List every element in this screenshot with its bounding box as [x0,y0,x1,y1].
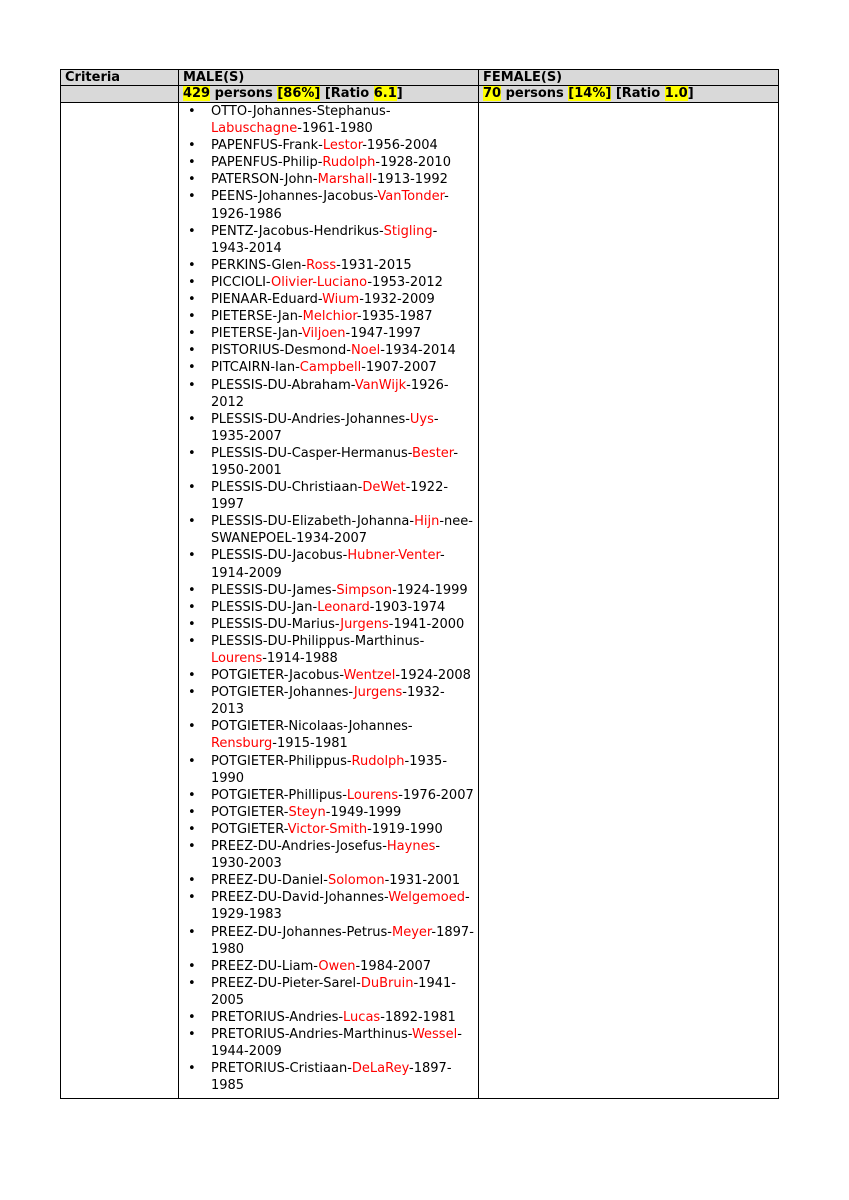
male-ratio-close: ] [396,86,403,101]
names-row [61,103,779,1099]
name-middle: Olivier-Luciano [270,274,368,290]
list-item [211,325,474,342]
list-item [211,377,474,411]
name-middle: Wentzel [343,668,396,684]
name-prefix: POTGIETER-Johannes- [210,685,354,701]
name-middle: VanWijk [354,377,407,393]
name-prefix: PLESSIS-DU-Abraham- [210,377,355,393]
name-prefix: PREEZ-DU-Pieter-Sarel- [210,975,361,991]
name-middle: Labuschagne [210,121,298,137]
name-prefix: POTGIETER-Philippus- [210,753,352,769]
name-prefix: PENTZ-Jacobus-Hendrikus- [210,223,384,239]
name-prefix: OTTO-Johannes-Stephanus- [210,104,391,119]
name-suffix: -1930-2003 [210,839,441,872]
name-prefix: PREEZ-DU-Liam- [210,958,319,974]
name-middle: VanTonder [377,189,445,205]
name-middle: DeLaRey [351,1061,410,1077]
name-suffix: -1892-1981 [380,1009,456,1025]
name-prefix: PRETORIUS-Andries- [210,1009,344,1025]
list-item [211,1060,474,1094]
list-item [211,718,474,752]
list-item [211,633,474,667]
name-prefix: POTGIETER-Jacobus- [210,668,344,684]
male-persons-label: persons [210,86,278,101]
name-prefix: PAPENFUS-Philip- [210,155,323,171]
male-names-list [183,103,474,1094]
name-middle: Meyer [392,924,432,940]
list-item [211,872,474,889]
list-item [211,479,474,513]
list-item [211,171,474,188]
name-prefix: PERKINS-Glen- [210,257,307,273]
name-suffix: -nee-SWANEPOEL-1934-2007 [210,514,473,547]
name-suffix: -1984-2007 [355,958,432,974]
name-prefix: PREEZ-DU-Daniel- [210,873,328,889]
name-middle: Bester [412,445,454,461]
name-middle: DeWet [362,480,406,496]
name-middle: Rensburg [210,736,273,752]
name-suffix: -1953-2012 [367,274,443,290]
name-middle: Stigling [383,223,433,239]
name-middle: Haynes [386,839,436,855]
name-middle: Rudolph [351,753,405,769]
name-prefix: PREEZ-DU-David-Johannes- [210,890,389,906]
gender-ratio-table [60,69,779,1099]
name-prefix: PLESSIS-DU-Marius- [210,616,341,632]
list-item [211,223,474,257]
summary-criteria-cell [61,86,179,103]
list-item [211,103,474,137]
name-prefix: POTGIETER- [210,804,289,820]
list-item [211,804,474,821]
name-prefix: PAPENFUS-Frank- [210,138,323,154]
list-item [211,257,474,274]
name-middle: Simpson [336,582,393,598]
list-item [211,445,474,479]
name-suffix: -1941-2005 [210,975,456,1008]
female-ratio-close: ] [687,86,694,101]
female-names-cell [478,103,778,1099]
name-middle: Lucas [343,1009,381,1025]
name-prefix: PLESSIS-DU-Philippus-Marthinus- [210,633,425,649]
list-item [211,975,474,1009]
male-summary [178,86,478,103]
female-persons-label: persons [501,86,569,101]
list-item [211,753,474,787]
name-middle: Hubner-Venter [347,548,440,564]
name-suffix: -1931-2001 [384,873,461,889]
name-prefix: PICCIOLI- [210,274,271,290]
male-names-cell [178,103,478,1099]
name-middle: Jurgens [340,616,389,632]
list-item [211,188,474,222]
name-middle: Jurgens [353,685,403,701]
name-middle: Lestor [322,138,363,154]
name-middle: Ross [306,257,337,273]
name-prefix: PLESSIS-DU-Jan- [210,599,318,615]
name-suffix: -1935-1990 [210,753,448,786]
name-suffix: -1907-2007 [361,360,437,376]
header-row [61,70,779,86]
name-middle: Campbell [299,360,362,376]
list-item [211,684,474,718]
name-suffix: -1934-2014 [380,343,456,359]
name-prefix: PLESSIS-DU-Andries-Johannes- [210,411,410,427]
name-suffix: -1924-1999 [392,582,468,598]
list-item [211,958,474,975]
name-suffix: -1932-2009 [359,292,435,308]
name-prefix: POTGIETER-Nicolaas-Johannes- [210,719,413,735]
male-ratio-label: [Ratio [320,86,374,101]
name-suffix: -1932-2013 [210,685,445,718]
name-middle: Steyn [288,804,326,820]
list-item [211,599,474,616]
name-suffix: -1928-2010 [375,155,451,171]
name-middle: Uys [409,411,434,427]
name-middle: Owen [318,958,356,974]
name-suffix: -1914-1988 [262,651,338,666]
name-prefix: PLESSIS-DU-Elizabeth-Johanna- [210,514,415,530]
list-item [211,308,474,325]
name-prefix: PISTORIUS-Desmond- [210,343,351,359]
name-prefix: PLESSIS-DU-James- [210,582,337,598]
female-ratio-label: [Ratio [611,86,665,101]
name-suffix: -1929-1983 [210,890,470,923]
list-item [211,154,474,171]
name-prefix: PATERSON-John- [210,172,318,188]
name-suffix: -1941-2000 [388,616,465,632]
name-suffix: -1926-1986 [210,189,449,222]
name-suffix: -1943-2014 [210,223,438,256]
name-middle: Noel [350,343,381,359]
male-count: 429 [182,86,211,101]
female-summary [478,86,778,103]
list-item [211,342,474,359]
male-header: MALE(S) [178,70,478,86]
name-suffix: -1913-1992 [372,172,448,188]
list-item [211,547,474,581]
name-prefix: PLESSIS-DU-Casper-Hermanus- [210,445,412,461]
name-prefix: PLESSIS-DU-Christiaan- [210,480,363,496]
name-suffix: -1961-1980 [297,121,373,137]
name-suffix: -1931-2015 [336,257,412,273]
name-prefix: PREEZ-DU-Johannes-Petrus- [210,924,392,940]
list-item [211,137,474,154]
name-suffix: -1976-2007 [398,787,474,803]
name-prefix: PEENS-Johannes-Jacobus- [210,189,378,205]
female-percent: [14%] [568,86,612,101]
name-suffix: -1922-1997 [210,480,449,513]
name-middle: Viljoen [301,326,346,342]
name-suffix: -1935-2007 [210,411,439,444]
name-suffix: -1897-1980 [210,924,474,957]
list-item [211,821,474,838]
list-item [211,787,474,804]
list-item [211,1009,474,1026]
name-middle: DuBruin [360,975,414,991]
name-prefix: PLESSIS-DU-Jacobus- [210,548,348,564]
list-item [211,1026,474,1060]
summary-row [61,86,779,103]
name-middle: Wessel [411,1027,458,1043]
name-suffix: -1935-1987 [356,309,433,325]
name-suffix: -1903-1974 [369,599,446,615]
list-item [211,838,474,872]
name-suffix: -1915-1981 [272,736,348,752]
name-suffix: -1919-1990 [367,821,443,837]
female-header: FEMALE(S) [478,70,778,86]
name-middle: Lourens [210,651,263,666]
name-suffix: -1947-1997 [345,326,422,342]
name-middle: Wium [322,292,360,308]
name-suffix: -1926-2012 [210,377,449,410]
name-middle: Victor-Smith [287,821,368,837]
name-prefix: POTGIETER-Phillipus- [210,787,347,803]
criteria-cell [61,103,179,1099]
name-middle: Lourens [346,787,399,803]
list-item [211,291,474,308]
name-prefix: PIETERSE-Jan- [210,309,303,325]
male-ratio: 6.1 [373,86,397,101]
name-suffix: -1897-1985 [210,1061,452,1094]
list-item [211,411,474,445]
name-middle: Hijn [414,514,440,530]
criteria-header: Criteria [61,70,179,86]
list-item [211,359,474,376]
name-suffix: -1949-1999 [325,804,402,820]
name-middle: Marshall [317,172,373,188]
list-item [211,274,474,291]
female-ratio: 1.0 [664,86,688,101]
name-suffix: -1944-2009 [210,1027,462,1060]
name-middle: Welgemoed [388,890,466,906]
name-middle: Rudolph [322,155,376,171]
name-prefix: PITCAIRN-Ian- [210,360,300,376]
name-middle: Leonard [317,599,370,615]
name-prefix: POTGIETER- [210,821,288,837]
male-percent: [86%] [277,86,321,101]
name-middle: Melchior [302,309,357,325]
name-prefix: PREEZ-DU-Andries-Josefus- [210,839,387,855]
name-suffix: -1924-2008 [395,668,471,684]
name-prefix: PIETERSE-Jan- [210,326,302,342]
female-count: 70 [482,86,502,101]
list-item [211,667,474,684]
name-suffix: -1914-2009 [210,548,445,581]
name-suffix: -1956-2004 [362,138,438,154]
list-item [211,924,474,958]
list-item [211,513,474,547]
name-suffix: -1950-2001 [210,445,459,478]
list-item [211,616,474,633]
name-prefix: PRETORIUS-Andries-Marthinus- [210,1027,412,1043]
name-prefix: PIENAAR-Eduard- [210,292,323,308]
list-item [211,582,474,599]
name-prefix: PRETORIUS-Cristiaan- [210,1061,352,1077]
name-middle: Solomon [327,873,385,889]
list-item [211,889,474,923]
